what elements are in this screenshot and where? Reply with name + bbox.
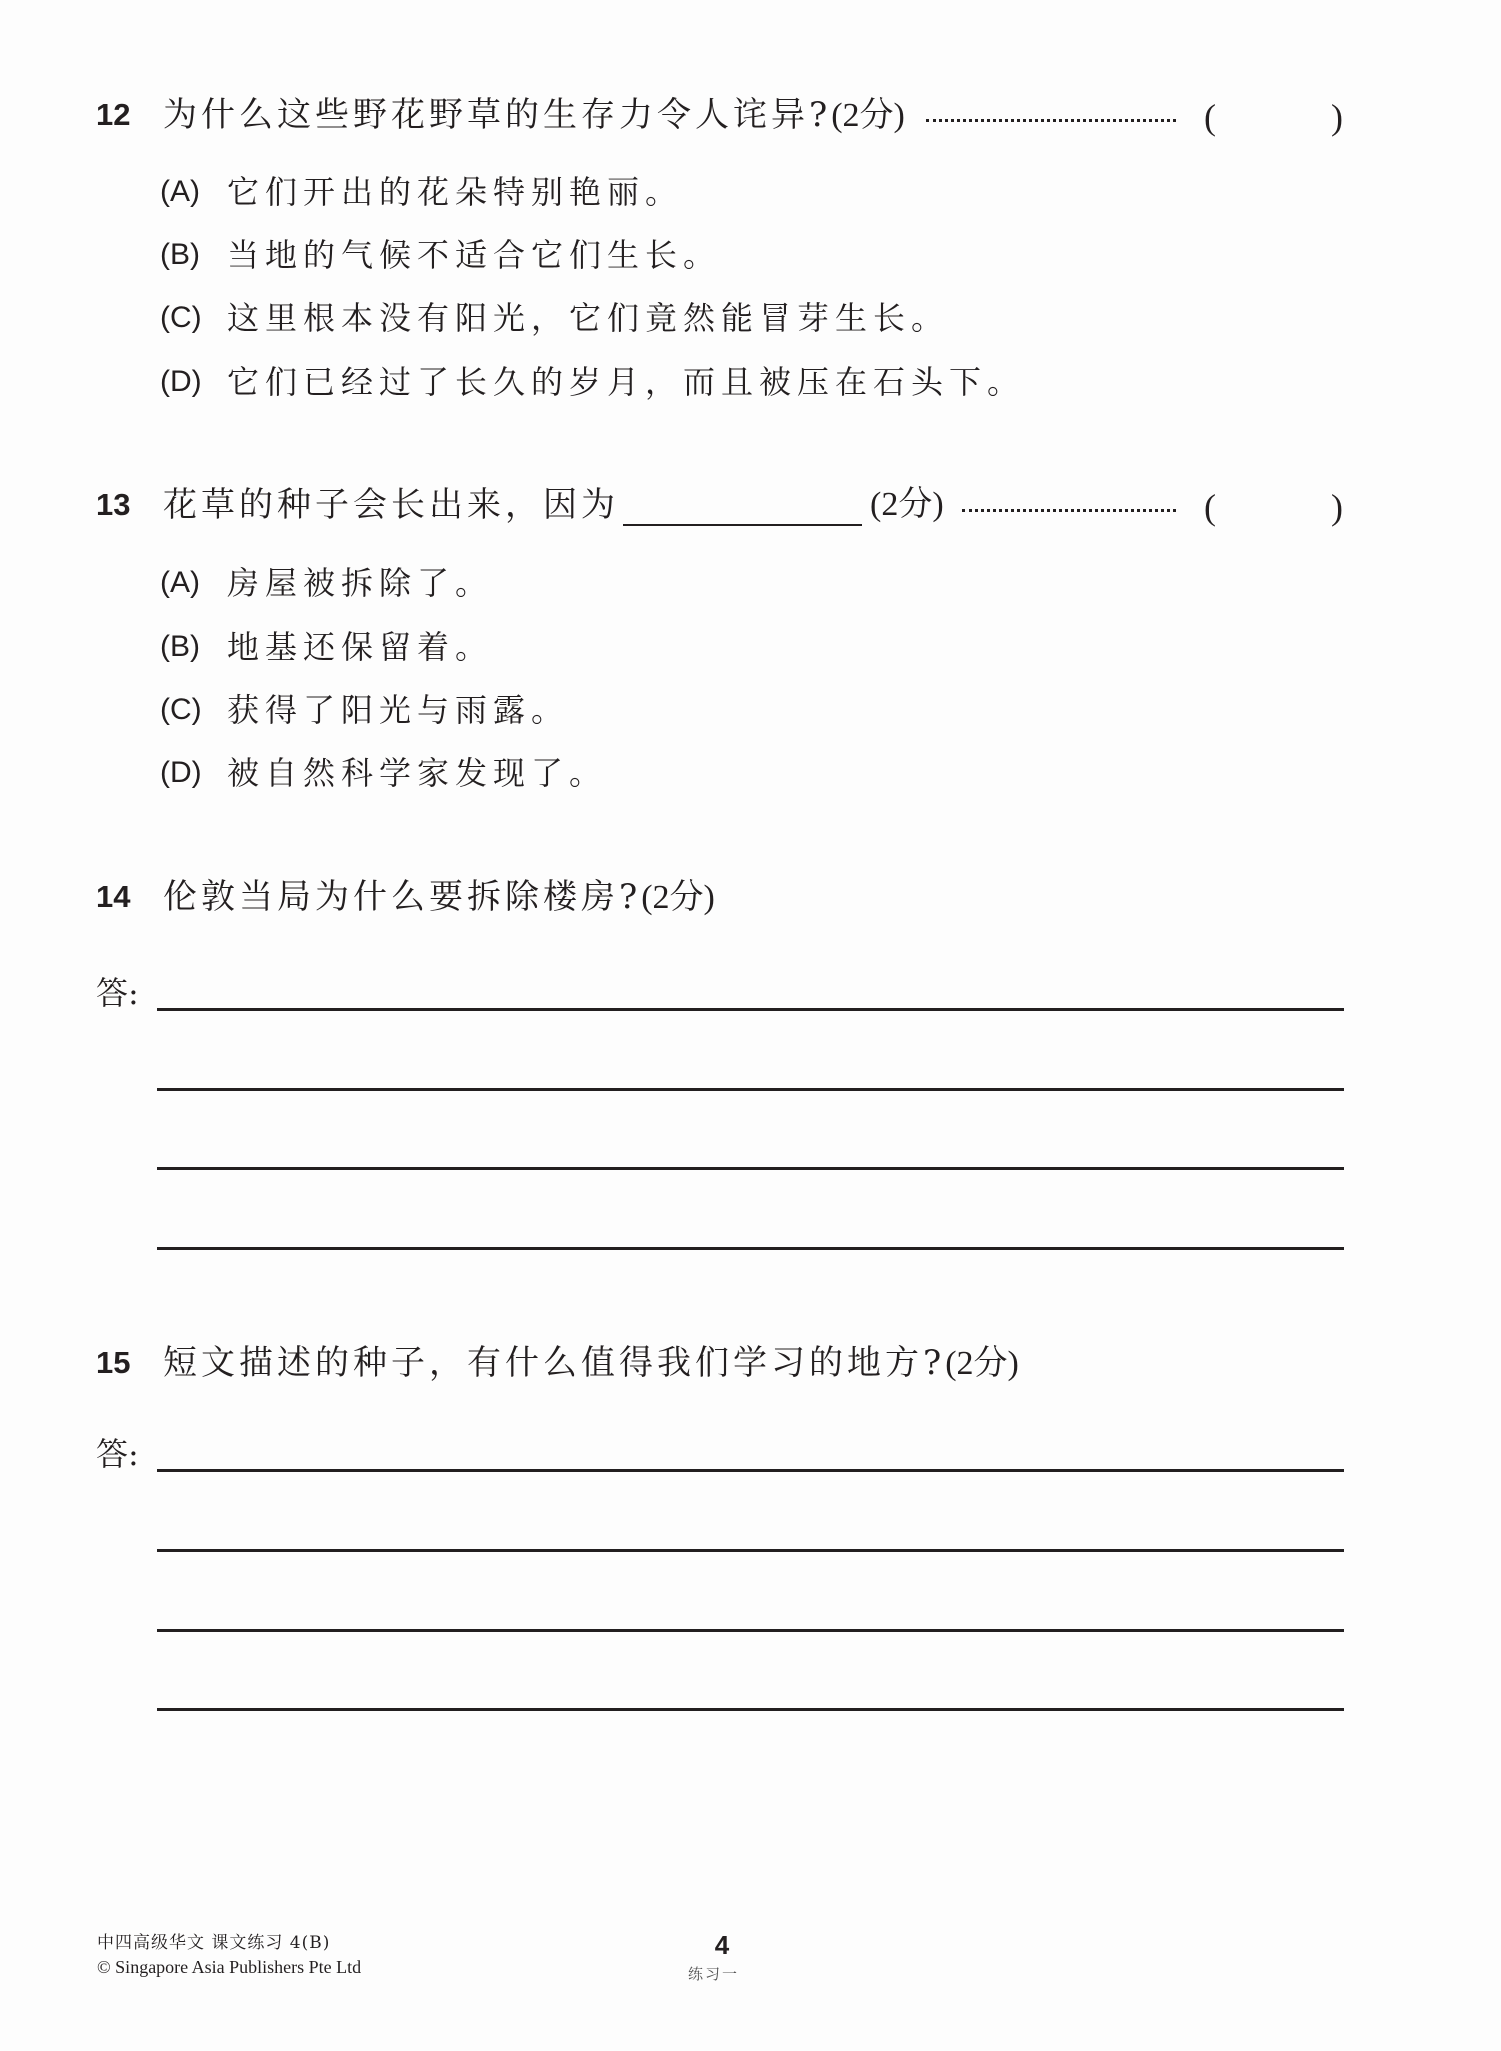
question-15-prompt: 短文描述的种子，有什么值得我们学习的地方? <box>163 1343 946 1383</box>
question-12-answer-bracket-close: ) <box>1331 97 1343 137</box>
question-12-marks: (2分) <box>831 97 905 134</box>
question-15-number: 15 <box>96 1345 131 1380</box>
question-14-answer-label: 答: <box>96 974 139 1012</box>
question-15-answer-label: 答: <box>96 1435 139 1473</box>
question-12-option-c-text: 这里根本没有阳光，它们竟然能冒芽生长。 <box>227 299 950 337</box>
question-13-option-c-label: (C) <box>160 693 202 726</box>
question-12-option-b-label: (B) <box>160 238 200 271</box>
question-13-prompt: 花草的种子会长出来，因为 <box>163 485 619 525</box>
question-12-option-b-text: 当地的气候不适合它们生长。 <box>227 236 722 274</box>
page-number: 4 <box>714 1930 730 1960</box>
footer-section-label: 练习一 <box>688 1965 740 1983</box>
question-13-fill-blank[interactable] <box>623 524 862 526</box>
question-13-number: 13 <box>96 487 131 522</box>
question-13-option-b-label: (B) <box>160 630 200 663</box>
question-12-option-d-text: 它们已经过了长久的岁月，而且被压在石头下。 <box>227 363 1026 401</box>
question-12-text <box>163 95 905 135</box>
question-12-option-d-label: (D) <box>160 365 202 398</box>
question-13-option-a-text: 房屋被拆除了。 <box>227 564 494 602</box>
question-13-marks: (2分) <box>870 486 944 523</box>
question-14-prompt: 伦敦当局为什么要拆除楼房? <box>163 877 642 917</box>
question-14-text <box>163 877 715 917</box>
question-15-answer-line-3[interactable] <box>157 1629 1344 1632</box>
question-12-prompt: 为什么这些野花野草的生存力令人诧异? <box>163 95 832 135</box>
question-14-answer-line-2[interactable] <box>157 1088 1344 1091</box>
question-15-marks: (2分) <box>945 1345 1019 1382</box>
question-15-answer-line-4[interactable] <box>157 1708 1344 1711</box>
question-15-answer-line-1[interactable] <box>157 1469 1344 1472</box>
question-13-answer-bracket-open: ( <box>1204 487 1216 527</box>
question-12-leader-dots <box>926 119 1176 122</box>
question-13-option-c-text: 获得了阳光与雨露。 <box>227 691 570 729</box>
question-14-answer-line-3[interactable] <box>157 1167 1344 1170</box>
question-12-option-a-text: 它们开出的花朵特别艳丽。 <box>227 173 684 211</box>
question-12-option-a-label: (A) <box>160 175 200 208</box>
question-13-option-d-text: 被自然科学家发现了。 <box>227 754 608 792</box>
question-12-answer-bracket-open: ( <box>1204 97 1216 137</box>
question-15-answer-line-2[interactable] <box>157 1549 1344 1552</box>
question-14-answer-line-1[interactable] <box>157 1008 1344 1011</box>
question-13-option-b-text: 地基还保留着。 <box>227 628 494 666</box>
question-14-marks: (2分) <box>641 879 715 916</box>
question-13-leader-dots <box>962 509 1176 512</box>
question-13-option-d-label: (D) <box>160 756 202 789</box>
question-14-number: 14 <box>96 879 131 914</box>
question-12-answer-box[interactable] <box>1218 97 1330 137</box>
footer-book-title: 中四高级华文 课文练习 4(B) <box>97 1933 331 1953</box>
question-13-answer-box[interactable] <box>1218 487 1330 527</box>
question-14-answer-line-4[interactable] <box>157 1247 1344 1250</box>
footer-copyright: © Singapore Asia Publishers Pte Ltd <box>97 1957 362 1977</box>
question-15-text <box>163 1343 1019 1383</box>
question-12-option-c-label: (C) <box>160 301 202 334</box>
question-13-answer-bracket-close: ) <box>1331 487 1343 527</box>
question-12-number: 12 <box>96 97 131 132</box>
question-13-option-a-label: (A) <box>160 566 200 599</box>
